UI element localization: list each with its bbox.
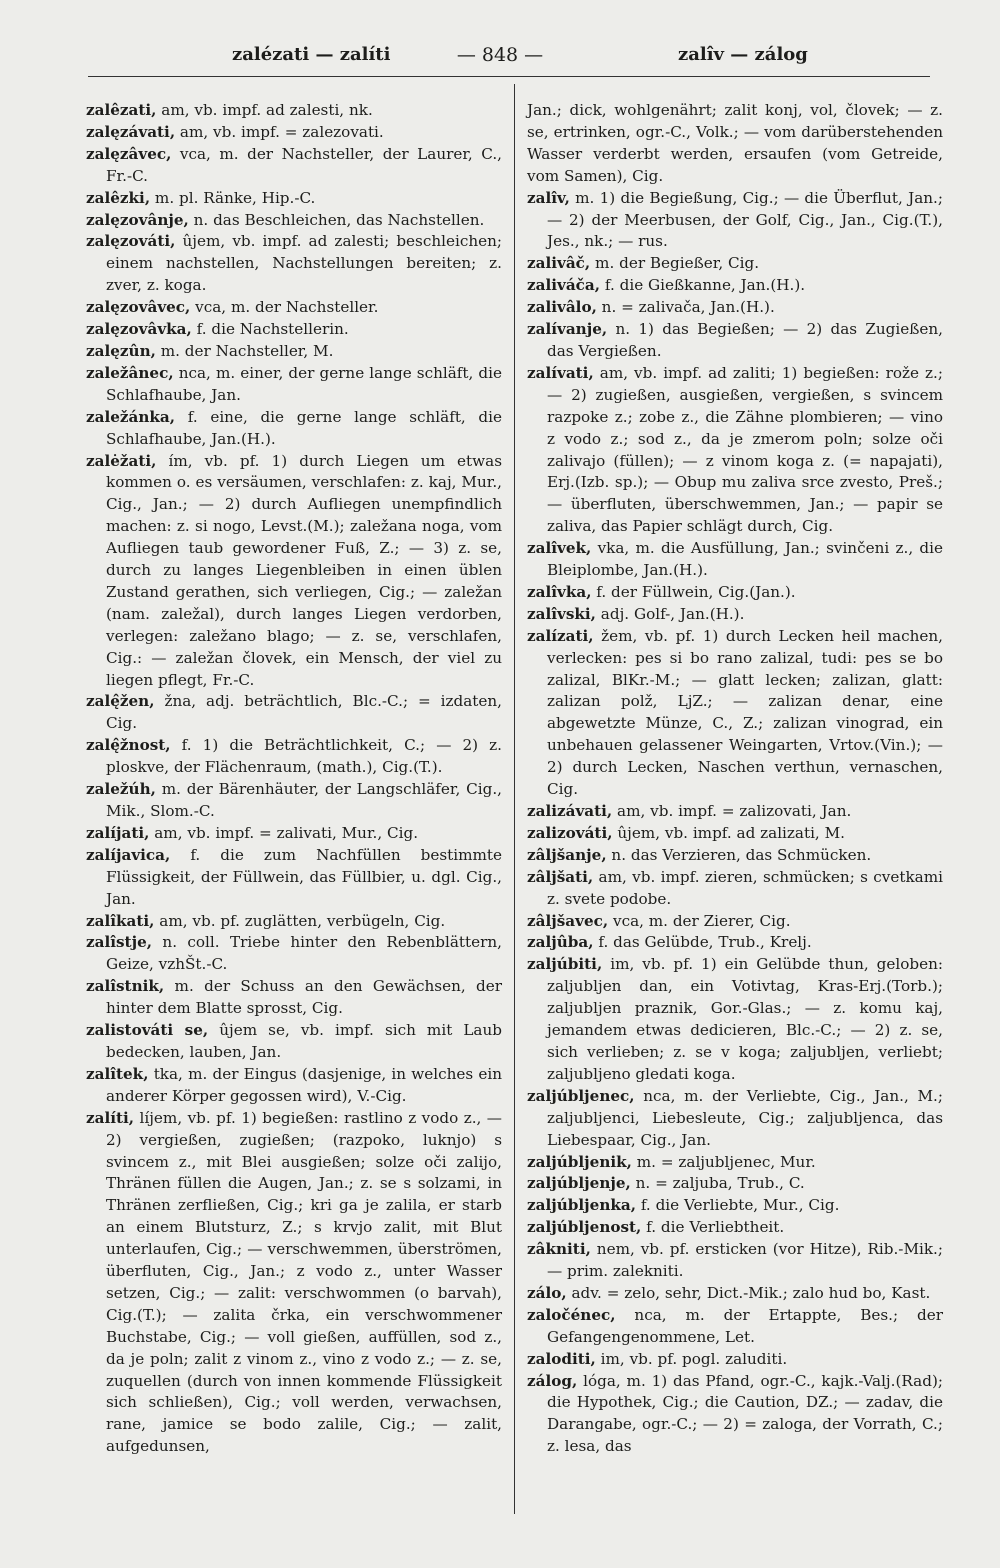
entry-definition: f. eine, die gerne lange schläft, die Schlafhaube, Jan.(H.). <box>106 407 502 448</box>
headword: zalęzâvec, <box>86 144 172 163</box>
headword: zalivâč, <box>527 254 591 273</box>
entry-definition: f. die Verliebte, Mur., Cig. <box>636 1196 840 1215</box>
headword: zalêzki, <box>86 188 151 207</box>
dictionary-entry <box>527 823 943 845</box>
dictionary-entry <box>86 932 502 976</box>
entry-definition: žna, adj. beträchtlich, Blc.-C.; = izdaten, Cig. <box>106 692 502 733</box>
headword: zalîstnik, <box>86 977 165 996</box>
entry-definition: f. 1) die Beträchtlichkeit, C.; — 2) z. ploskve, der Flächenraum, (math.), Cig.(T.). <box>106 736 502 777</box>
entry-definition: am, vb. pf. zuglätten, verbügeln, Cig. <box>154 911 446 930</box>
headword: zaležánka, <box>86 407 176 426</box>
entry-definition: vca, m. der Nachsteller. <box>190 298 379 317</box>
headword: zalę̂žnost, <box>86 736 171 755</box>
entry-definition: am, vb. impf. ad zaliti; 1) begießen: rože z.; — 2) zugießen, ausgießen, vergießen, s svincem razpoke z.; zobe z., die Zähne plombieren; — vino z vodo z.; sod z., da je zmerom poln; solze oči zalivajo (füllen); — z vinom koga z. (= napajati), Erj.(Izb. sp.); — Obup mu zaliva srce zvesto, Preš.; — überfluten, überschwemmen, Jan.; — papir se zaliva, das Papier schlägt durch, Cig. <box>547 363 943 536</box>
entry-definition: žem, vb. pf. 1) durch Lecken heil machen, verlecken: pes si bo rano zalizal, tudi: pes se bo zalizal, BlKr.-M.; — glatt lecken; zalizan, glatt: zalizan polž, LjZ.; — zalizan denar, eine abgewetzte Münze, C., Z.; zalizan vinograd, ein unbehauen gelassener Weingarten, Vrtov.(Vin.); — 2) durch Lecken, Naschen verthun, vernaschen, Cig. <box>547 626 943 799</box>
headword: zalîtek, <box>86 1064 149 1083</box>
dictionary-entry <box>86 319 502 341</box>
entry-definition: lóga, m. 1) das Pfand, ogr.-C., kajk.-Valj.(Rad); die Hypothek, Cig.; die Caution, DZ.; — zadav, die Darangabe, ogr.-C.; — 2) = zaloga, der Vorrath, C.; z. lesa, das <box>547 1371 943 1456</box>
headword: zaločénec, <box>527 1305 616 1324</box>
headword: zalėžati, <box>86 451 157 470</box>
headword: zalízati, <box>527 626 594 645</box>
entry-definition: m. 1) die Begießung, Cig.; — die Überflut, Jan.; — 2) der Meerbusen, der Golf, Cig., Jan., Cig.(T.), Jes., nk.; — rus. <box>547 188 943 251</box>
left-column <box>86 100 502 1458</box>
entry-definition: n. das Beschleichen, das Nachstellen. <box>188 210 485 229</box>
entry-definition: m. pl. Ränke, Hip.-C. <box>150 188 316 207</box>
entry-definition: m. der Bärenhäuter, der Langschläfer, Cig., Mik., Slom.-C. <box>106 780 502 820</box>
entry-definition: ûjem, vb. impf. ad zalizati, M. <box>612 823 845 842</box>
headword: zalivâlo, <box>527 298 597 317</box>
header-rule <box>88 76 930 77</box>
entry-definition: am, vb. impf. = zalivati, Mur., Cig. <box>149 823 419 842</box>
entry-definition: am, vb. impf. = zalizovati, Jan. <box>612 802 852 820</box>
dictionary-entry <box>527 626 943 801</box>
dictionary-entry <box>527 100 943 188</box>
dictionary-entry <box>527 845 943 867</box>
headword: zalîkati, <box>86 911 155 930</box>
entry-definition: vka, m. die Ausfüllung, Jan.; svinčeni z., die Bleiplombe, Jan.(H.). <box>547 539 943 580</box>
entry-definition: adv. = zelo, sehr, Dict.-Mik.; zalo hud bo, Kast. <box>566 1283 931 1302</box>
entry-definition: m. = zaljubljenec, Mur. <box>631 1152 816 1171</box>
dictionary-entry <box>527 538 943 582</box>
headword: zálo, <box>527 1283 567 1302</box>
dictionary-entry <box>86 297 502 319</box>
entry-definition: líjem, vb. pf. 1) begießen: rastlino z vodo z., — 2) vergießen, zugießen; (razpoko, luknjo) s svincem z., mit Blei ausgießen; solze oči zalijo, Thränen füllen die Augen, Jan.; z. se s solzami, in Thränen zerfließen, Cig.; kri ga je zalila, er starb an einem Blutsturz, Z.; s krvjo zalit, mit Blut unterlaufen, Cig.; — verschwemmen, überströmen, überfluten, Cig., Jan.; z vodo z., unter Wasser setzen, Cig.; — zalit: verschwommen (o barvah), Cig.(T.); — zalita črka, ein verschwommener Buchstabe, Cig.; — voll gießen, auffüllen, sod z., da je poln; zalit z vinom z., vino z vodo z.; — z. se, zuquellen (durch von innen kommende Flüssigkeit sich schließen), Cig.; voll werden, verwachsen, rane, jamice se bodo zalile, Cig.; — zalit, aufgedunsen, <box>106 1108 502 1456</box>
right-column <box>527 100 943 1458</box>
dictionary-entry <box>527 1152 943 1174</box>
dictionary-entry <box>527 1173 943 1195</box>
headword: zalíjavica, <box>86 845 171 864</box>
entry-definition: im, vb. pf. pogl. zaluditi. <box>595 1349 788 1368</box>
headword: zalistováti se, <box>86 1021 209 1040</box>
headword: zalęzovâvec, <box>86 298 191 317</box>
headword: zalîvski, <box>527 604 596 623</box>
entry-definition: f. die Verliebtheit. <box>641 1218 785 1237</box>
dictionary-entry <box>86 341 502 363</box>
entry-definition: f. der Füllwein, Cig.(Jan.). <box>591 582 796 601</box>
headword: zâljšati, <box>527 867 594 886</box>
entry-definition: vca, m. der Zierer, Cig. <box>608 911 791 930</box>
dictionary-entry <box>527 363 943 538</box>
entry-definition: f. die Nachstellerin. <box>191 320 349 339</box>
dictionary-entry <box>86 1064 502 1108</box>
dictionary-entry <box>527 604 943 626</box>
entry-definition: vca, m. der Nachsteller, der Laurer, C., Fr.-C. <box>106 144 502 185</box>
column-divider <box>514 84 515 1514</box>
headword: zaliváča, <box>527 276 601 295</box>
headword: zalizávati, <box>527 802 613 820</box>
entry-definition: tka, m. der Eingus (dasjenige, in welches ein anderer Körper gegossen wird), V.-Cig. <box>106 1064 502 1105</box>
dictionary-entry <box>86 779 502 823</box>
entry-definition: nem, vb. pf. ersticken (vor Hitze), Rib.-Mik.; — prim. zalekniti. <box>547 1240 943 1281</box>
dictionary-entry <box>86 1108 502 1459</box>
headword: zalêzati, <box>86 101 157 119</box>
headword: zâljšavec, <box>527 911 609 930</box>
entry-definition: im, vb. pf. 1) ein Gelübde thun, geloben: zaljubljen dan, ein Votivtag, Kras-Erj.(Torb.); zaljubljen praznik, Gor.-Glas.; — z. komu kaj, jemandem etwas dedicieren, Blc.-C.; — 2) z. se, sich verlieben; z. se v koga; zaljubljen, verliebt; zaljubljeno gledati koga. <box>547 955 943 1083</box>
dictionary-entry <box>86 144 502 188</box>
headword: zalęzovâvka, <box>86 320 192 339</box>
headword: zaljúbiti, <box>527 955 603 974</box>
entry-definition: am, vb. impf. ad zalesti, nk. <box>156 101 373 119</box>
headword: zalíjati, <box>86 823 150 842</box>
headword: zalęzávati, <box>86 122 176 141</box>
entry-definition: ím, vb. pf. 1) durch Liegen um etwas kommen o. es versäumen, verschlafen: z. kaj, Mur., Cig., Jan.; — 2) durch Aufliegen unempfindlich machen: z. si nogo, Levst.(M.); zaležana noga, vom Aufliegen taub gewordener Fuß, Z.; — 3) z. se, durch zu langes Liegenbleiben in einen üblen Zustand gerathen, sich verliegen, Cig.; — zaležan (nam. zaležal), durch langes Liegen verdorben, verlegen: zaležano blago; — z. se, verschlafen, Cig.: — zaležan človek, ein Mensch, der viel zu liegen pflegt, Fr.-C. <box>106 451 502 689</box>
dictionary-entry <box>527 1239 943 1283</box>
dictionary-entry <box>527 1349 943 1371</box>
headword: zalęzûn, <box>86 341 156 360</box>
headword: zalívati, <box>527 363 594 382</box>
headword: zâkniti, <box>527 1240 591 1259</box>
headword: zaljúbljenik, <box>527 1152 632 1171</box>
dictionary-entry <box>527 932 943 954</box>
dictionary-entry <box>86 735 502 779</box>
dictionary-entry <box>527 1305 943 1349</box>
entry-definition: am, vb. impf. zieren, schmücken; s cvetkami z. svete podobe. <box>547 867 943 908</box>
dictionary-entry <box>86 122 502 144</box>
dictionary-entry <box>86 845 502 911</box>
dictionary-entry <box>86 976 502 1020</box>
dictionary-entry <box>527 582 943 604</box>
entry-definition: nca, m. der Verliebte, Cig., Jan., M.; zaljubljenci, Liebesleute, Cig.; zaljubljenca, das Liebespaar, Cig., Jan. <box>547 1086 943 1149</box>
entry-definition: m. der Begießer, Cig. <box>590 254 760 273</box>
dictionary-entry <box>86 100 502 122</box>
headword: zalęzovânje, <box>86 210 189 229</box>
entry-definition: ûjem se, vb. impf. sich mit Laub bedecken, lauben, Jan. <box>106 1021 502 1061</box>
headword: zaljúbljenec, <box>527 1086 635 1105</box>
dictionary-entry <box>86 691 502 735</box>
dictionary-entry <box>86 823 502 845</box>
entry-definition: n. coll. Triebe hinter den Rebenblättern, Geize, vzhŠt.-C. <box>106 933 502 974</box>
headword: zâljšanje, <box>527 845 607 864</box>
dictionary-entry <box>527 275 943 297</box>
dictionary-entry <box>86 451 502 692</box>
dictionary-entry <box>86 210 502 232</box>
headword: zaljúbljenka, <box>527 1196 637 1215</box>
entry-definition: f. das Gelübde, Trub., Krelj. <box>593 933 812 952</box>
headword: zaležúh, <box>86 780 156 799</box>
dictionary-entry <box>86 363 502 407</box>
entry-definition: n. = zalivača, Jan.(H.). <box>596 298 775 317</box>
entry-definition: f. die Gießkanne, Jan.(H.). <box>600 276 806 295</box>
dictionary-entry <box>527 1371 943 1459</box>
headword: zálog, <box>527 1371 578 1390</box>
dictionary-entry <box>527 1195 943 1217</box>
dictionary-entry <box>527 297 943 319</box>
entry-definition: m. der Nachsteller, M. <box>155 341 334 360</box>
running-head-right: zalîv — zálog <box>678 44 808 65</box>
headword: zalę̂žen, <box>86 692 155 711</box>
headword: zaljúbljenost, <box>527 1218 642 1237</box>
headword: zalívanje, <box>527 320 608 339</box>
dictionary-entry <box>86 407 502 451</box>
dictionary-entry <box>527 801 943 823</box>
dictionary-entry <box>527 1283 943 1305</box>
headword: zalîstje, <box>86 933 153 952</box>
headword: zalíti, <box>86 1108 135 1127</box>
entry-definition: nca, m. einer, der gerne lange schläft, die Schlafhaube, Jan. <box>106 363 502 404</box>
dictionary-entry <box>527 1086 943 1152</box>
entry-definition: Jan.; dick, wohlgenährt; zalit konj, vol, človek; — z. se, ertrinken, ogr.-C., Volk.; — vom darüberstehenden Wasser verderbt werden, ersaufen (vom Getreide, vom Samen), Cig. <box>527 101 943 185</box>
headword: zalîvka, <box>527 582 592 601</box>
dictionary-entry <box>86 1020 502 1064</box>
entry-definition: f. die zum Nachfüllen bestimmte Flüssigkeit, der Füllwein, das Füllbier, u. dgl. Cig., Jan. <box>106 845 502 908</box>
entry-definition: n. 1) das Begießen; — 2) das Zugießen, das Vergießen. <box>547 320 943 360</box>
headword: zalęzováti, <box>86 232 176 251</box>
dictionary-entry <box>86 188 502 210</box>
entry-definition: n. das Verzieren, das Schmücken. <box>606 845 872 864</box>
dictionary-entry <box>86 911 502 933</box>
headword: zalîv, <box>527 188 570 207</box>
page-number: — 848 — <box>456 44 544 66</box>
entry-definition: ûjem, vb. impf. ad zalesti; beschleichen; einem nachstellen, Nachstellungen bereiten; z. zver, z. koga. <box>106 232 502 295</box>
dictionary-entry <box>86 231 502 297</box>
entry-definition: adj. Golf-, Jan.(H.). <box>595 604 745 623</box>
dictionary-entry <box>527 867 943 911</box>
entry-definition: am, vb. impf. = zalezovati. <box>175 122 384 141</box>
dictionary-entry <box>527 911 943 933</box>
dictionary-entry <box>527 319 943 363</box>
entry-definition: n. = zaljuba, Trub., C. <box>630 1174 805 1193</box>
headword: zaležânec, <box>86 363 174 382</box>
running-head-left: zalézati — zalíti <box>232 44 391 65</box>
headword: zalîvek, <box>527 539 592 558</box>
dictionary-entry <box>527 954 943 1085</box>
dictionary-entry <box>527 188 943 254</box>
dictionary-entry <box>527 253 943 275</box>
headword: zalizováti, <box>527 823 613 842</box>
dictionary-entry <box>527 1217 943 1239</box>
headword: zaljûba, <box>527 933 594 952</box>
entry-definition: nca, m. der Ertappte, Bes.; der Gefangengenommene, Let. <box>547 1305 943 1346</box>
headword: zaljúbljenje, <box>527 1174 631 1193</box>
headword: zaloditi, <box>527 1349 596 1368</box>
entry-definition: m. der Schuss an den Gewächsen, der hinter dem Blatte sprosst, Cig. <box>106 977 502 1018</box>
